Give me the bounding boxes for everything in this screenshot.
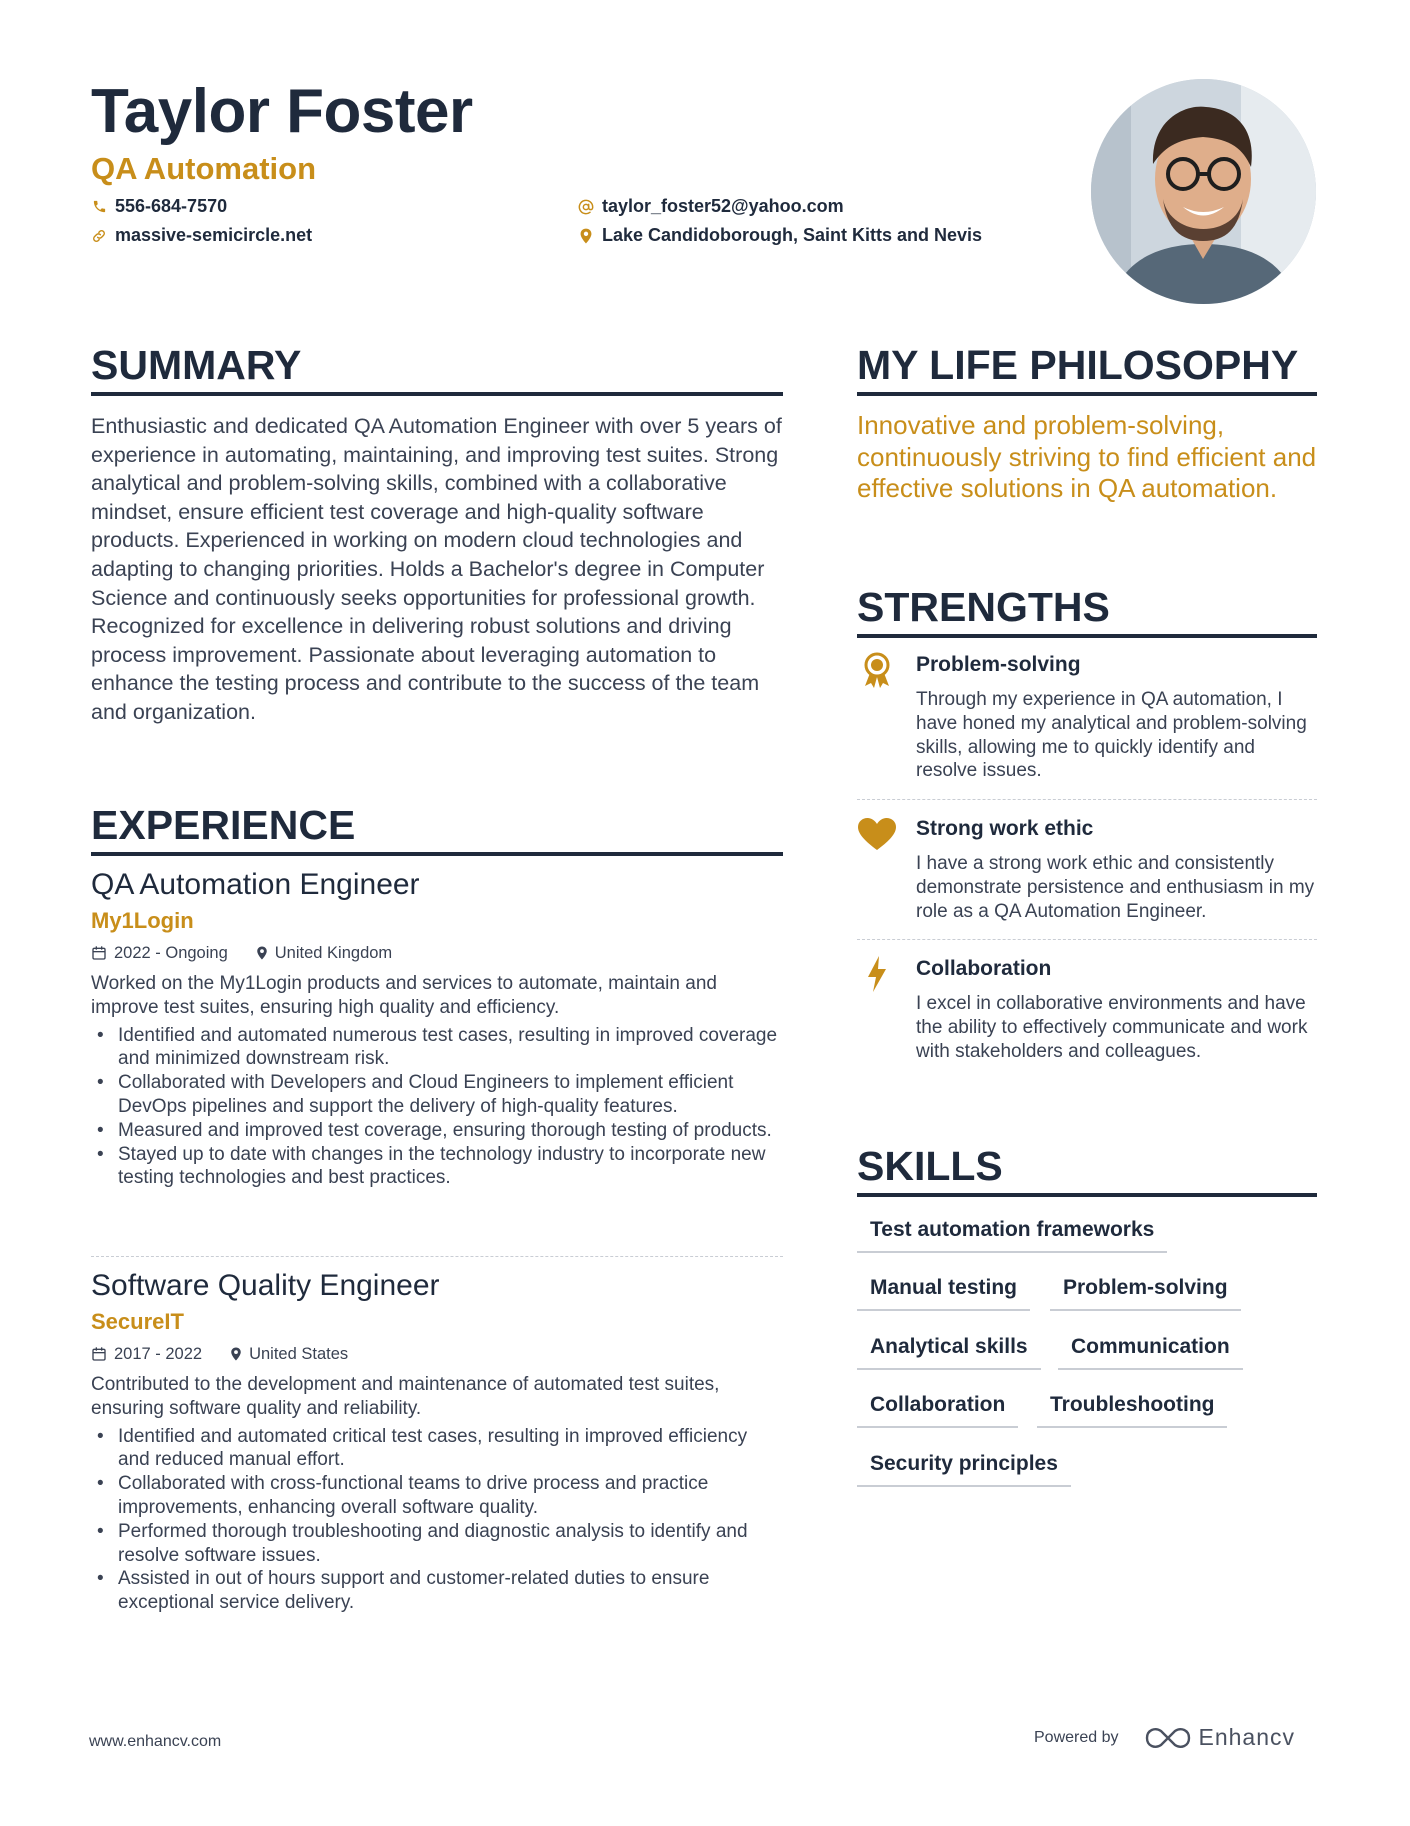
job-entry <box>91 867 781 1190</box>
resume-header <box>91 76 1071 256</box>
heart-icon <box>857 814 897 854</box>
location-text: Lake Candidoborough, Saint Kitts and Nevis <box>602 225 983 245</box>
job-company: My1Login <box>91 908 194 933</box>
contact-location <box>578 225 982 246</box>
skill-tag: Communication <box>1058 1334 1243 1370</box>
phone-text: 556-684-7570 <box>115 196 228 216</box>
strength-title: Strong work ethic <box>916 817 1094 840</box>
enhancv-logo-icon <box>1145 1726 1191 1750</box>
job-location <box>256 943 392 963</box>
skill-tag: Troubleshooting <box>1037 1392 1227 1428</box>
job-meta <box>91 1344 781 1364</box>
brand-name: Enhancv <box>1198 1724 1296 1750</box>
map-pin-icon <box>256 945 268 961</box>
philosophy-heading: MY LIFE PHILOSOPHY <box>857 342 1317 396</box>
strengths-heading: STRENGTHS <box>857 584 1317 638</box>
footer-branding <box>1034 1724 1295 1751</box>
job-description: Contributed to the development and maintenance of automated test suites, ensuring software quality and reliability. <box>91 1374 720 1419</box>
summary-heading: SUMMARY <box>91 342 783 396</box>
job-title: Software Quality Engineer <box>91 1269 440 1302</box>
powered-by-text: Powered by <box>1034 1728 1119 1746</box>
job-title: QA Automation Engineer <box>91 868 420 901</box>
link-icon <box>91 228 107 244</box>
skill-tag: Problem-solving <box>1050 1275 1241 1311</box>
email-text: taylor_foster52@yahoo.com <box>602 196 844 216</box>
job-company: SecureIT <box>91 1309 184 1334</box>
strength-divider <box>857 939 1317 940</box>
contact-info <box>91 196 1071 256</box>
job-bullet: • Assisted in out of hours support and customer-related duties to ensure exceptional service delivery. <box>91 1567 781 1615</box>
strength-divider <box>857 799 1317 800</box>
job-bullet: • Collaborated with Developers and Cloud Engineers to implement efficient DevOps pipelines and support the delivery of high-quality features. <box>91 1071 781 1119</box>
skill-tag: Security principles <box>857 1451 1071 1487</box>
award-icon <box>857 650 897 690</box>
job-bullet: • Collaborated with cross-functional teams to drive process and practice improvements, enhancing overall software quality. <box>91 1472 781 1520</box>
website-text: massive-semicircle.net <box>115 225 313 245</box>
strength-title: Collaboration <box>916 957 1052 980</box>
job-meta <box>91 943 781 963</box>
job-location-text: United Kingdom <box>274 944 393 962</box>
strength-description: I excel in collaborative environments and have the ability to effectively communicate and work with stakeholders and colleagues. <box>916 993 1308 1062</box>
job-divider <box>91 1256 783 1257</box>
contact-phone[interactable] <box>91 196 227 217</box>
job-entry <box>91 1268 781 1615</box>
job-bullets <box>91 1425 781 1615</box>
job-dates-text: 2017 - 2022 <box>114 1345 203 1363</box>
job-bullets <box>91 1024 781 1191</box>
strength-title: Problem-solving <box>916 653 1081 676</box>
strength-item <box>857 954 1317 1094</box>
phone-icon <box>91 199 107 215</box>
at-sign-icon <box>578 199 594 215</box>
job-bullet: • Measured and improved test coverage, ensuring thorough testing of products. <box>91 1119 781 1143</box>
candidate-name: Taylor Foster <box>91 77 473 146</box>
strength-description: Through my experience in QA automation, I have honed my analytical and problem-solving skills, allowing me to quickly identify and resolve issues. <box>916 689 1307 782</box>
job-bullet: • Stayed up to date with changes in the technology industry to incorporate new testing technologies and best practices. <box>91 1143 781 1191</box>
map-pin-icon <box>578 228 594 244</box>
job-bullet: • Performed thorough troubleshooting and diagnostic analysis to identify and resolve software issues. <box>91 1520 781 1568</box>
calendar-icon <box>91 1346 107 1362</box>
footer-website[interactable]: www.enhancv.com <box>89 1733 222 1750</box>
calendar-icon <box>91 945 107 961</box>
skill-tag: Analytical skills <box>857 1334 1041 1370</box>
strength-item <box>857 814 1317 934</box>
candidate-role: QA Automation <box>91 151 317 186</box>
summary-text: Enthusiastic and dedicated QA Automation Engineer with over 5 years of experience in automating, maintaining, and improving test suites. Strong analytical and problem-solving skills, combined with a collaborative mindset, ensure efficient test coverage and high-quality software products. Experienced in working on modern cloud technologies and adapting to changing priorities. Holds a Bachelor's degree in Computer Science and continuously seeks opportunities for professional growth. Recognized for excellence in delivering robust solutions and driving process improvement. Passionate about leveraging automation to enhance the testing process and contribute to the success of the team and organization. <box>91 414 782 724</box>
skill-tag: Collaboration <box>857 1392 1018 1428</box>
job-bullet: • Identified and automated critical test cases, resulting in improved efficiency and reduced manual effort. <box>91 1425 781 1473</box>
job-location-text: United States <box>249 1345 349 1363</box>
map-pin-icon <box>230 1346 242 1362</box>
profile-photo <box>1091 79 1316 304</box>
skills-heading: SKILLS <box>857 1143 1317 1197</box>
job-location <box>230 1344 348 1364</box>
skill-tag: Manual testing <box>857 1275 1030 1311</box>
job-bullet: • Identified and automated numerous test cases, resulting in improved coverage and minimized downstream risk. <box>91 1024 781 1072</box>
job-dates <box>91 943 228 963</box>
lightning-icon <box>857 954 897 994</box>
job-dates <box>91 1344 202 1364</box>
contact-email[interactable] <box>578 196 844 217</box>
strength-item <box>857 650 1317 790</box>
philosophy-text: Innovative and problem-solving, continuously striving to find efficient and effective solutions in QA automation. <box>857 410 1317 503</box>
contact-website[interactable] <box>91 225 312 246</box>
job-description: Worked on the My1Login products and services to automate, maintain and improve test suites, ensuring high quality and efficiency. <box>91 973 717 1018</box>
strength-description: I have a strong work ethic and consistently demonstrate persistence and enthusiasm in my role as a QA Automation Engineer. <box>916 853 1315 922</box>
job-dates-text: 2022 - Ongoing <box>114 944 228 962</box>
experience-heading: EXPERIENCE <box>91 802 783 856</box>
skill-tag: Test automation frameworks <box>857 1217 1167 1253</box>
